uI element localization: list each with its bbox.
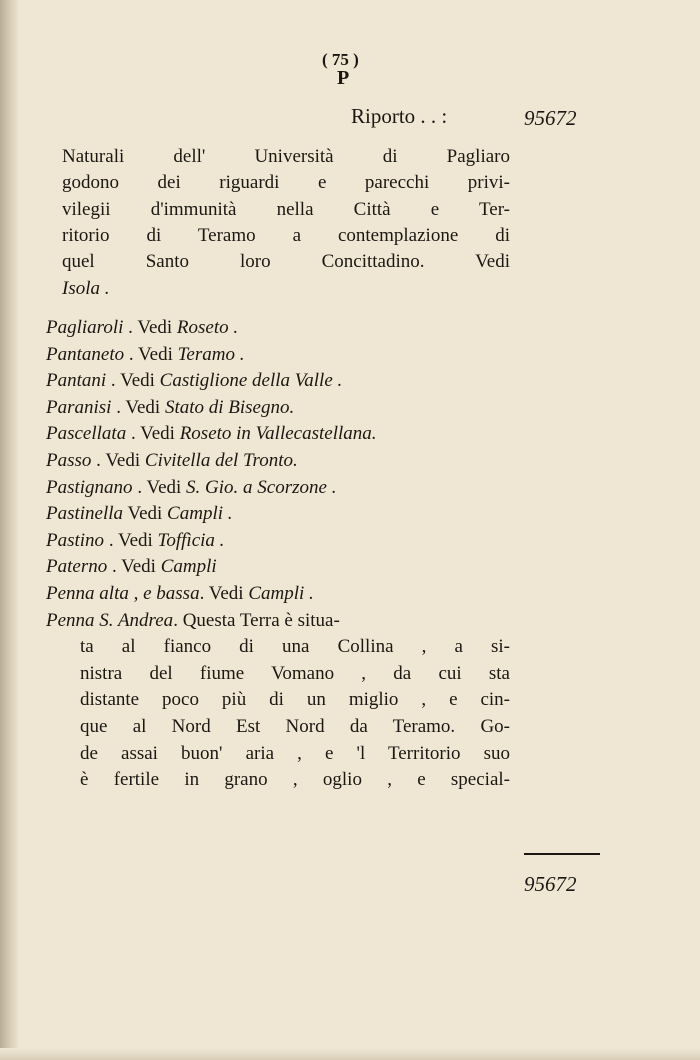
entry-name: Pastignano bbox=[46, 476, 133, 498]
entry-name: Passo bbox=[46, 450, 92, 471]
entry-vedi: . Vedi bbox=[126, 423, 180, 445]
entry-vedi: . Vedi bbox=[123, 317, 177, 338]
index-entry bbox=[46, 343, 244, 367]
index-entry bbox=[46, 555, 217, 579]
entry-vedi: . Vedi bbox=[107, 556, 161, 578]
index-entry bbox=[46, 502, 233, 526]
entry-target: Roseto . bbox=[176, 317, 239, 338]
paragraph-line: Naturali dell' Università di Pagliaro bbox=[62, 146, 510, 167]
carry-forward-value: 95672 bbox=[524, 106, 577, 130]
entry-target: Toffìcia . bbox=[157, 529, 225, 551]
page-bottom-edge bbox=[0, 1048, 700, 1060]
page-number: ( 75 ) bbox=[322, 50, 359, 69]
index-entry bbox=[46, 449, 298, 473]
entry-name: Pantani bbox=[46, 370, 107, 392]
entry-text: . Questa Terra è situa- bbox=[173, 609, 340, 631]
entry-target: Teramo . bbox=[177, 343, 245, 365]
entry-vedi: . Vedi bbox=[104, 529, 158, 551]
entry-name: Penna S. Andrea bbox=[46, 609, 174, 631]
entry-vedi: . Vedi bbox=[132, 476, 187, 498]
entry-name: Penna alta , e bassa bbox=[46, 583, 200, 604]
entry-target: Civitella del Tronto. bbox=[144, 450, 298, 471]
footer-total: 95672 bbox=[524, 872, 577, 896]
entry-target: S. Gio. a Scorzone . bbox=[186, 476, 337, 498]
entry-name: Pastino bbox=[46, 529, 105, 551]
entry-vedi: . Vedi bbox=[106, 370, 160, 392]
entry-continuation-line: que al Nord Est Nord da Teramo. Go- bbox=[80, 716, 510, 737]
entry-target: Campli . bbox=[167, 503, 233, 525]
index-entry bbox=[46, 476, 336, 500]
index-entry-penna-s-andrea bbox=[46, 609, 340, 633]
carry-forward-label: Riporto . . : bbox=[351, 104, 448, 128]
entry-name: Pastinella bbox=[46, 503, 124, 525]
index-entry bbox=[46, 396, 294, 420]
index-entry bbox=[46, 316, 238, 340]
paragraph-end: Isola . bbox=[62, 277, 110, 299]
entry-name: Paterno bbox=[46, 556, 108, 578]
page-gutter-shadow bbox=[0, 0, 20, 1060]
entry-continuation-line: distante poco più di un miglio , e cin- bbox=[80, 689, 510, 711]
entry-continuation-line: de assai buon' aria , e 'l Territorio suo bbox=[80, 742, 510, 764]
entry-vedi: . Vedi bbox=[111, 396, 165, 418]
entry-continuation-line: è fertile in grano , oglio , e special- bbox=[80, 769, 510, 791]
paragraph-line: ritorio di Teramo a contemplazione di bbox=[62, 224, 510, 246]
entry-continuation-line: ta al fianco di una Collina , a si- bbox=[80, 636, 510, 658]
paragraph-line: quel Santo loro Concittadino. Vedi bbox=[62, 251, 510, 273]
entry-vedi: Vedi bbox=[123, 503, 168, 525]
entry-vedi: . Vedi bbox=[124, 343, 178, 365]
entry-name: Paranisi bbox=[46, 396, 112, 418]
total-rule bbox=[524, 853, 600, 855]
section-letter: P bbox=[337, 67, 350, 89]
entry-name: Pantaneto bbox=[46, 343, 125, 365]
paragraph-line: godono dei riguardi e parecchi privi- bbox=[62, 172, 510, 194]
index-entry bbox=[46, 582, 314, 606]
entry-target: Roseto in Vallecastellana. bbox=[179, 423, 377, 445]
entry-name: Pascellata bbox=[46, 423, 127, 445]
entry-target: Castiglione della Valle . bbox=[159, 370, 343, 392]
index-entry bbox=[46, 422, 377, 446]
index-entry bbox=[46, 529, 224, 553]
entry-continuation-line: nistra del fiume Vomano , da cui sta bbox=[80, 662, 510, 684]
entry-vedi: . Vedi bbox=[91, 450, 145, 471]
entry-vedi: . Vedi bbox=[199, 583, 249, 604]
entry-target: Stato di Bisegno. bbox=[164, 396, 295, 418]
entry-name: Pagliaroli bbox=[46, 317, 124, 338]
paragraph-line: vilegii d'immunità nella Città e Ter- bbox=[62, 198, 510, 220]
entry-target: Campli bbox=[160, 556, 217, 578]
entry-target: Campli . bbox=[248, 583, 314, 604]
index-entry bbox=[46, 369, 342, 393]
